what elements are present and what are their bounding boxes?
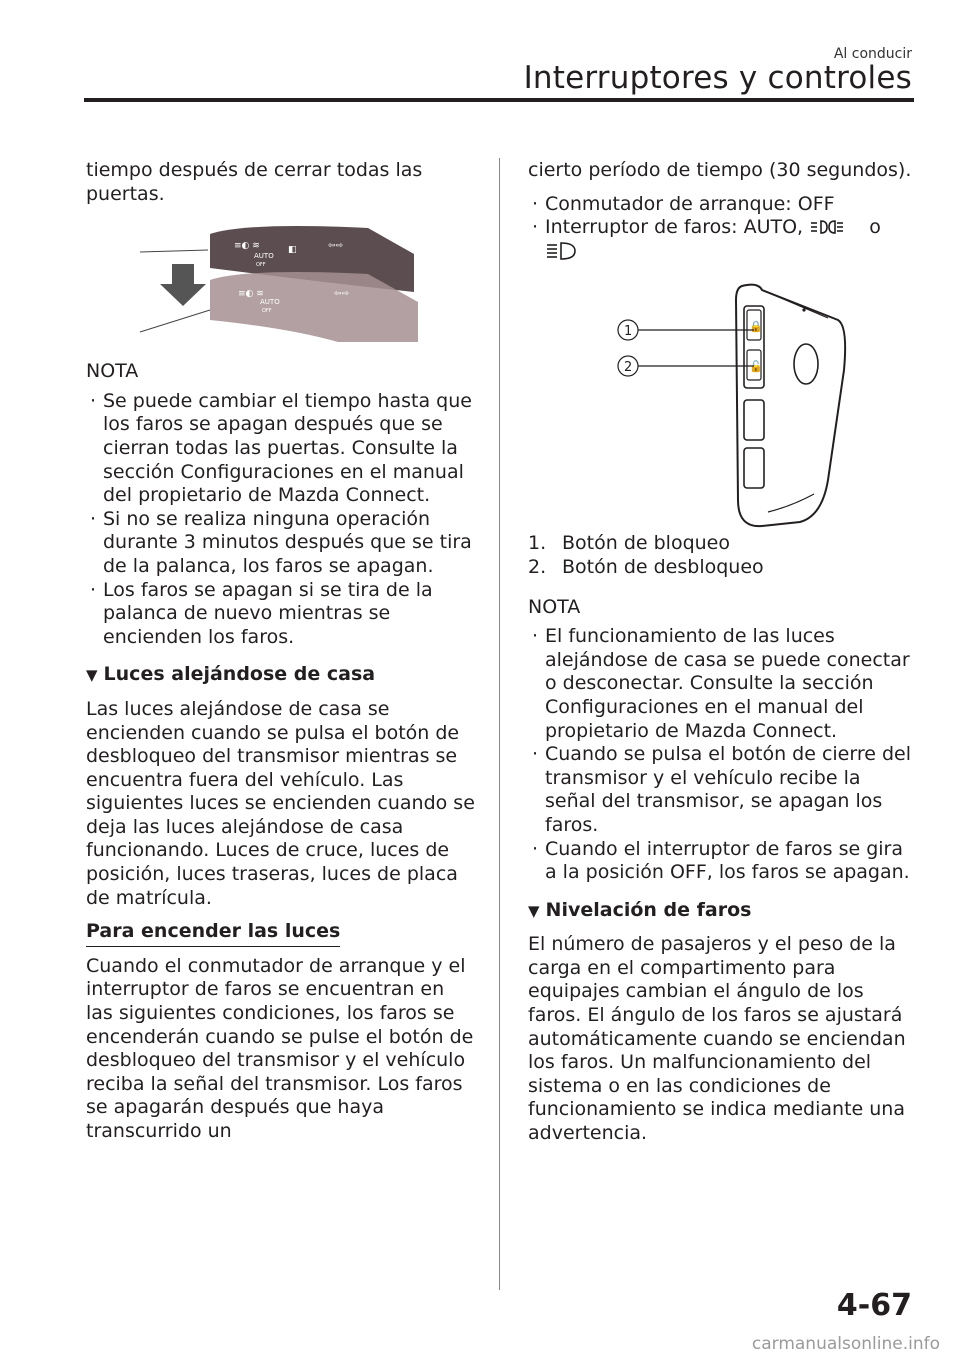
lever-auto-label-lower: AUTO bbox=[260, 298, 280, 307]
lever-illustration bbox=[138, 224, 428, 344]
nivelacion-paragraph: El número de pasajeros y el peso de la carga en el compartimento para equipajes cambian el ángulo de los faros. El ángulo de los faros se ajustará automáticamente cuando se enciendan los faros. Un malfuncionamiento del sistema o en las condiciones de funcionamiento se indica mediante una advertencia. bbox=[528, 933, 906, 1145]
lever-off-label-lower: OFF bbox=[262, 308, 272, 315]
left-column bbox=[86, 159, 476, 1144]
legend-item: 2. Botón de desbloqueo bbox=[528, 555, 764, 578]
nota-item: · Se puede cambiar el tiempo hasta que los faros se apagan después que se cierran todas las puertas. Consulte la sección Configuraciones en el manual del propietario de Mazda Connect. bbox=[86, 390, 476, 508]
arrow-down-icon bbox=[160, 264, 206, 306]
encender-paragraph: Cuando el conmutador de arranque y el interruptor de faros se encuentran en las siguientes condiciones, los faros se encenderán cuando se pulse el botón de desbloqueo del transmisor y el vehículo reciba la señal del transmisor. Los faros se apagarán después que haya transcurrido un bbox=[86, 954, 474, 1142]
left-intro-text: tiempo después de cerrar todas las puertas. bbox=[86, 159, 423, 205]
condition-item: · Conmutador de arranque: OFF bbox=[528, 193, 913, 217]
key-button-3 bbox=[744, 400, 764, 440]
nota-label-right: NOTA bbox=[528, 595, 581, 618]
lock-icon: 🔒 bbox=[749, 320, 763, 334]
transmitter-key-illustration bbox=[592, 280, 852, 528]
lever-turn-icon: ⇦⇨ bbox=[328, 241, 344, 252]
header-rule bbox=[84, 98, 914, 102]
lever-beam-icon: ≡◐ ≋ bbox=[234, 241, 260, 252]
nota-list-left bbox=[86, 390, 476, 650]
section-heading-nivelacion: ▼ Nivelación de faros bbox=[528, 898, 752, 921]
conditions-list bbox=[528, 193, 913, 265]
condition-item: · Interruptor de faros: AUTO, o bbox=[528, 216, 913, 264]
callout-2-label: 2 bbox=[624, 360, 633, 376]
right-intro-text: cierto período de tiempo (30 segundos). bbox=[528, 159, 912, 181]
key-button-4 bbox=[744, 448, 764, 488]
legend-item: 1. Botón de bloqueo bbox=[528, 532, 730, 555]
header-section-label: Al conducir bbox=[833, 46, 912, 62]
lever-fog-icon: ◧ bbox=[288, 245, 297, 256]
figure-legend bbox=[528, 532, 913, 579]
lever-turn-icon-lower: ⇦⇨ bbox=[334, 289, 350, 300]
nota-item: · Los faros se apagan si se tira de la palanca de nuevo mientras se encienden los faros. bbox=[86, 579, 476, 650]
lever-beam-icon-lower: ≡◐ ≋ bbox=[238, 289, 264, 300]
triangle-down-icon: ▼ bbox=[86, 666, 98, 685]
lever-auto-label: AUTO bbox=[254, 252, 274, 261]
lever-off-label: OFF bbox=[256, 262, 266, 269]
parking-light-icon bbox=[809, 217, 863, 237]
nota-item: · Cuando el interruptor de faros se gira a la posición OFF, los faros se apagan. bbox=[528, 838, 913, 885]
header-chapter-title: Interruptores y controles bbox=[523, 60, 912, 96]
luces-paragraph: Las luces alejándose de casa se encienden cuando se pulsa el botón de desbloqueo del transmisor mientras se encuentra fuera del vehículo. Las siguientes luces se encienden cuando se deja las luces alejándose de casa funcionando. Luces de cruce, luces de posición, luces traseras, luces de placa de matrícula. bbox=[86, 697, 475, 909]
nota-label-left: NOTA bbox=[86, 360, 139, 383]
subheading-encender: Para encender las luces bbox=[86, 920, 340, 947]
nota-item: · El funcionamiento de las luces alejándose de casa se puede conectar o desconectar. Consulte la sección Configuraciones en el manual del propietario de Mazda Connect. bbox=[528, 625, 913, 743]
section-heading-luces: ▼ Luces alejándose de casa bbox=[86, 663, 376, 686]
headlight-icon bbox=[545, 240, 581, 262]
triangle-down-icon: ▼ bbox=[528, 901, 540, 920]
nota-list-right bbox=[528, 625, 913, 885]
right-column bbox=[528, 159, 913, 1146]
key-emblem bbox=[794, 344, 818, 384]
nota-item: · Si no se realiza ninguna operación durante 3 minutos después que se tira de la palanca, los faros se apagan. bbox=[86, 508, 476, 579]
column-divider bbox=[499, 158, 500, 1290]
callout-1-label: 1 bbox=[624, 324, 633, 340]
watermark-text: carmanualsonline.info bbox=[751, 1334, 940, 1354]
nota-item: · Cuando se pulsa el botón de cierre del transmisor y el vehículo recibe la señal del transmisor, se apagan los faros. bbox=[528, 743, 913, 837]
unlock-icon: 🔓 bbox=[749, 360, 763, 374]
page-number: 4-67 bbox=[836, 1288, 912, 1323]
